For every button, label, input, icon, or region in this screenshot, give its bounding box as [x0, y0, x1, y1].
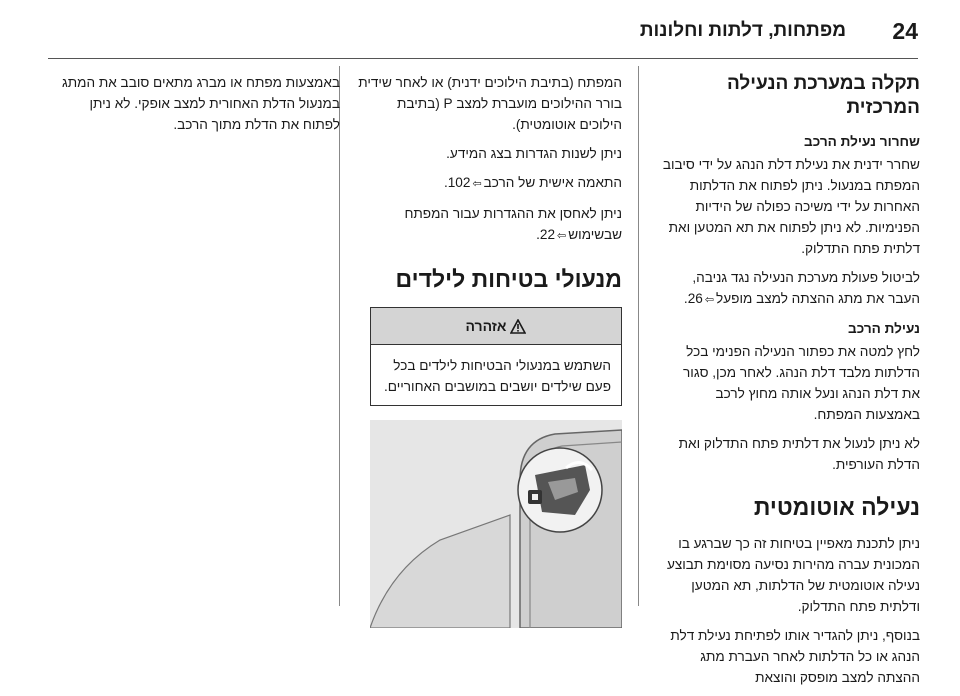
- personalization-page-ref[interactable]: 102: [447, 175, 471, 190]
- page-header: [48, 14, 918, 50]
- section-heading-central-lock-fault: תקלה במערכת הנעילה המרכזית: [726, 73, 920, 118]
- paragraph-settings: ניתן לשנות הגדרות בצג המידע.: [446, 146, 622, 161]
- subheading-unlock: שחרור נעילת הרכב: [804, 134, 920, 149]
- arrow-ref-icon: ⇦: [472, 178, 482, 190]
- paragraph-key-cont: המפתח (בתיבת הילוכים ידנית) או לאחר שידית בורר ההילוכים מועברת למצב P (בתיבת הילוכים אוטומטית).: [358, 75, 622, 132]
- warning-header: [371, 308, 621, 345]
- paragraph-personalization: התאמה אישית של הרכב⇦102.: [352, 172, 622, 195]
- warning-title: אזהרה: [465, 317, 507, 334]
- paragraph-auto-lock-2: בנוסף, ניתן להגדיר אותו לפתיחת נעילת דלת הנהג או כל הדלתות לאחר העברת מתג ההצתה למצב מופסק והוצאת: [670, 628, 920, 685]
- child-lock-illustration: [370, 420, 622, 628]
- subheading-lock: נעילת הרכב: [848, 321, 920, 336]
- column-right: [662, 72, 920, 696]
- warning-box: [370, 307, 622, 406]
- page-number: 24: [892, 18, 918, 44]
- key-store-text: ניתן לאחסן את ההגדרות עבור המפתח שבשימוש: [404, 206, 622, 242]
- paragraph-unlock: שחרר ידנית את נעילת דלת הנהג על ידי סיבוב המפתח במנעול. ניתן לפתוח את הדלתות האחרות על ידי משיכה כפולה של הידיות הפנימיות. לא ניתן לפתוח את תא המטען ואת דלתית פתח התדלוק.: [662, 157, 920, 256]
- paragraph-child-lock-instructions: באמצעות מפתח או מברג מתאים סובב את המתג במנעול הדלת האחורית למצב אופקי. לא ניתן לפתוח את הדלת מתוך הרכב.: [61, 75, 340, 132]
- column-divider-2: [339, 66, 340, 606]
- column-middle: [352, 72, 622, 628]
- paragraph-auto-lock-1: ניתן לתכנת מאפיין בטיחות זה כך שברגע בו המכונית עברה מהירות נסיעה מסוימת תבוצע נעילה אוטומטית של הדלתות, תא המטען ודלתית פתח התדלוק.: [666, 536, 920, 614]
- paragraph-key-store: ניתן לאחסן את ההגדרות עבור המפתח שבשימוש⇦22.: [352, 203, 622, 247]
- header-rule: [48, 58, 918, 59]
- paragraph-fuel-door: לא ניתן לנעול את דלתית פתח התדלוק ואת הדלת העורפית.: [678, 436, 920, 472]
- arrow-ref-icon: ⇦: [704, 294, 715, 306]
- arrow-ref-icon: ⇦: [557, 230, 567, 242]
- page-title: מפתחות, דלתות וחלונות: [639, 20, 846, 41]
- door-lock-drawing: [370, 420, 622, 628]
- column-left: [50, 72, 340, 143]
- paragraph-alarm: לביטול פעולת מערכת הנעילה נגד גניבה, העבר את מתג ההצתה למצב מופעל⇦26.: [662, 267, 920, 311]
- section-heading-child-locks: מנעולי בטיחות לילדים: [395, 266, 622, 292]
- alarm-text: לביטול פעולת מערכת הנעילה נגד גניבה, העבר את מתג ההצתה למצב מופעל: [692, 270, 920, 306]
- personalization-text: התאמה אישית של הרכב: [483, 175, 622, 190]
- column-divider-1: [638, 66, 639, 606]
- paragraph-lock: לחץ למטה את כפתור הנעילה הפנימי בכל הדלתות מלבד דלת הנהג. לאחר מכן, סגור את דלת הנהג ונעל אותה מחוץ לרכב באמצעות המפתח.: [683, 344, 920, 422]
- section-heading-auto-lock: נעילה אוטומטית: [753, 494, 920, 520]
- key-store-page-ref[interactable]: 22: [539, 227, 556, 242]
- warning-triangle-icon: [510, 319, 526, 334]
- warning-text: השתמש במנעולי הבטיחות לילדים בכל פעם שילדים יושבים במושבים האחוריים.: [383, 358, 611, 394]
- alarm-page-ref[interactable]: 26: [687, 291, 703, 306]
